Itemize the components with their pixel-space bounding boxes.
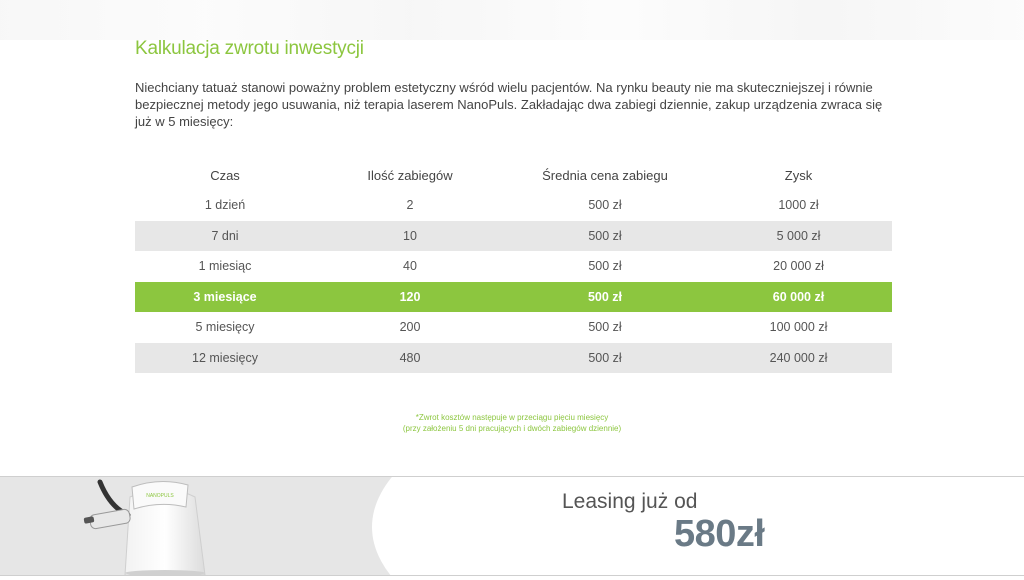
table-row-highlighted bbox=[135, 282, 892, 313]
cell-zysk: 1000 zł bbox=[778, 198, 819, 213]
laser-device-image bbox=[70, 477, 220, 575]
cell-ilosc: 2 bbox=[406, 198, 414, 213]
cell-ilosc: 200 bbox=[399, 320, 421, 335]
leasing-price: 580zł bbox=[674, 513, 765, 555]
cell-zysk: 20 000 zł bbox=[773, 259, 824, 274]
table-header-row bbox=[135, 160, 892, 190]
roi-table bbox=[135, 160, 892, 373]
cell-ilosc: 10 bbox=[315, 221, 505, 252]
cell-cena: 500 zł bbox=[588, 198, 622, 213]
footnote-line-1: *Zwrot kosztów następuje w przeciągu pięciu miesięcy bbox=[415, 413, 609, 422]
top-decorative-strip bbox=[0, 0, 1024, 40]
cell-czas: 7 dni bbox=[135, 221, 315, 252]
cell-czas: 1 dzień bbox=[204, 198, 246, 213]
leasing-label: Leasing już od bbox=[562, 490, 698, 513]
cell-zysk: 100 000 zł bbox=[769, 320, 828, 335]
header-ilosc-zabiegow: Ilość zabiegów bbox=[367, 167, 453, 183]
cell-ilosc: 120 bbox=[315, 282, 505, 313]
device-logo: NANOPULS bbox=[146, 493, 174, 499]
table-row bbox=[135, 221, 892, 252]
cell-cena: 500 zł bbox=[588, 259, 622, 274]
table-row bbox=[135, 343, 892, 374]
intro-paragraph: Niechciany tatuaż stanowi poważny problem estetyczny wśród wielu pacjentów. Na rynku beauty nie ma skuteczniejszej i równie bezpiecznej metody jego usuwania, niż terapia laserem NanoPuls. Zakładając dwa zabiegi dziennie, zakup urządzenia zwraca się już w 5 miesięcy: bbox=[135, 80, 883, 129]
header-zysk: Zysk bbox=[784, 167, 813, 183]
leasing-banner bbox=[0, 476, 1024, 576]
cell-czas: 5 miesięcy bbox=[195, 320, 255, 335]
cell-ilosc: 40 bbox=[403, 259, 417, 274]
table-row bbox=[135, 312, 892, 343]
header-czas: Czas bbox=[210, 167, 240, 183]
table-row bbox=[135, 251, 892, 282]
table-row bbox=[135, 190, 892, 221]
cell-czas: 1 miesiąc bbox=[198, 259, 252, 274]
cell-cena: 500 zł bbox=[505, 343, 705, 374]
header-srednia-cena: Średnia cena zabiegu bbox=[542, 167, 668, 183]
cell-cena: 500 zł bbox=[505, 282, 705, 313]
cell-zysk: 240 000 zł bbox=[705, 343, 892, 374]
cell-cena: 500 zł bbox=[505, 221, 705, 252]
footnote-line-2: (przy założeniu 5 dni pracujących i dwóch zabiegów dziennie) bbox=[402, 424, 622, 433]
cell-cena: 500 zł bbox=[588, 320, 622, 335]
cell-zysk: 60 000 zł bbox=[705, 282, 892, 313]
cell-czas: 12 miesięcy bbox=[135, 343, 315, 374]
cell-ilosc: 480 bbox=[315, 343, 505, 374]
cell-zysk: 5 000 zł bbox=[705, 221, 892, 252]
cell-czas: 3 miesiące bbox=[135, 282, 315, 313]
page-title: Kalkulacja zwrotu inwestycji bbox=[135, 38, 364, 59]
